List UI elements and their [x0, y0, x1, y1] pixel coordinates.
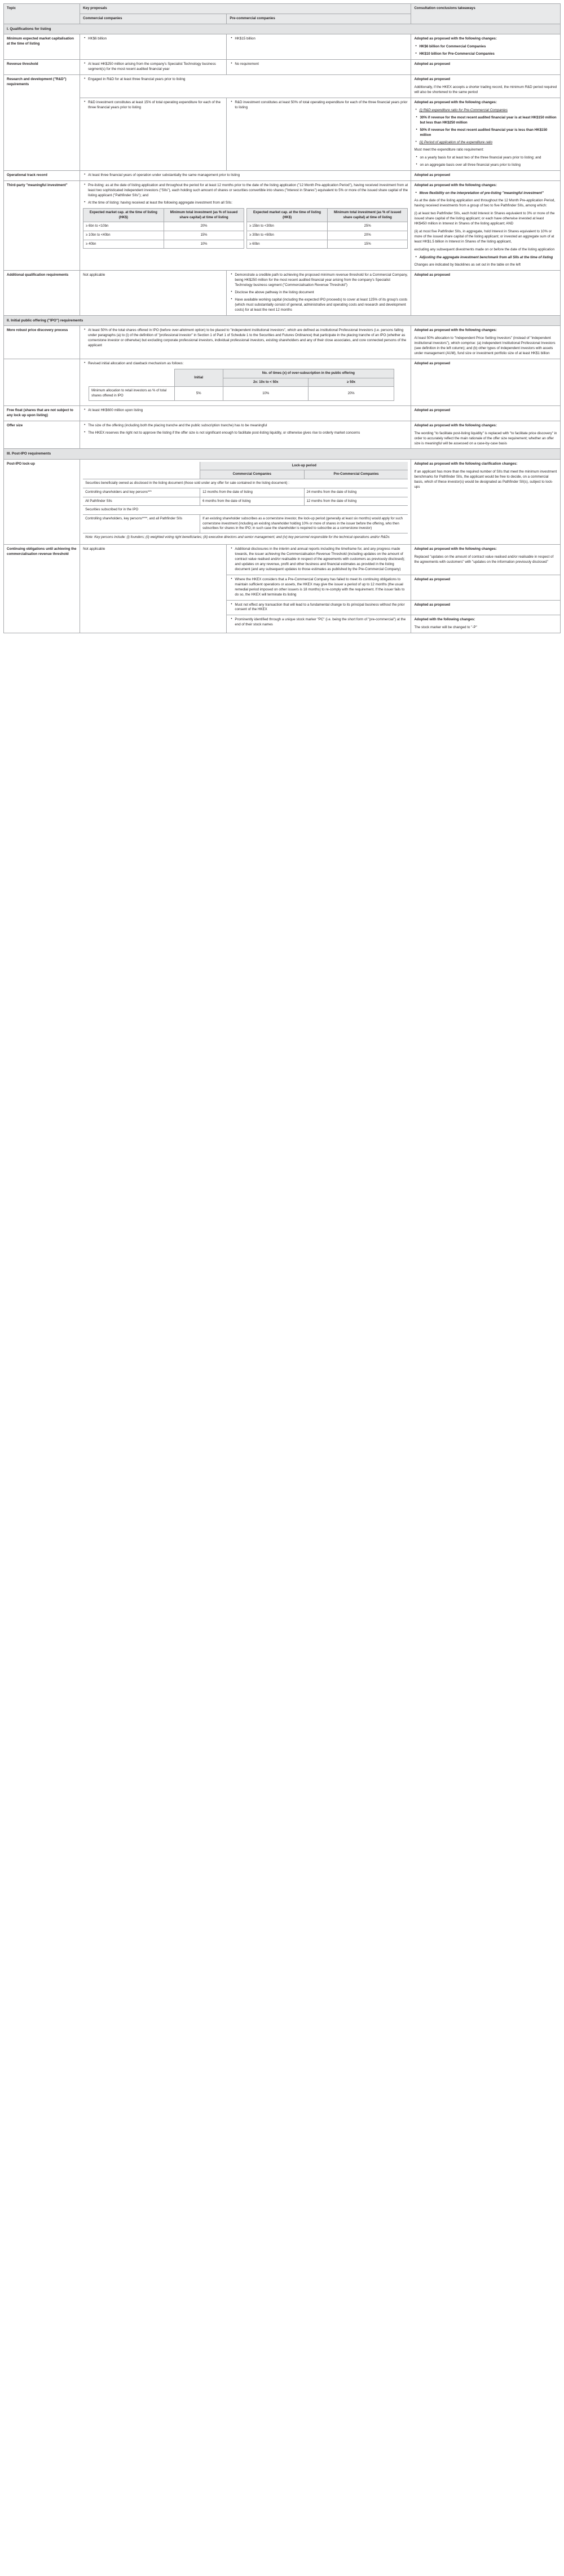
cell: 25%	[327, 222, 408, 231]
cell: 20%	[164, 222, 244, 231]
takeaway-p1: As at the date of the listing application and throughout the 12 Month Pre-application Period, having received investments from a group of two to five Pathfinder SIIs, among which:	[414, 198, 556, 208]
offer-size-proposal	[80, 421, 411, 449]
list-item: • At least HK$250 million arising from the company's Specialist Technology business segment(s) for the most recent audited financial year	[88, 62, 223, 72]
track-proposal	[80, 170, 411, 180]
lockup-takeaway	[411, 459, 561, 544]
list-item: • (i) R&D expenditure ratio for Pre-Commercial Companies	[419, 108, 557, 113]
section-2-label: II. Initial public offering ("IPO") requirements	[4, 315, 561, 325]
third-party-proposal	[80, 180, 411, 270]
inner-header: Expected market cap. at the time of listing (HK$)	[247, 208, 328, 222]
row-free-float	[4, 405, 561, 421]
topic-market-cap: Minimum expected market capitalisation at the time of listing	[4, 34, 80, 60]
clawback-table	[89, 369, 394, 401]
list-item: • Where the HKEX considers that a Pre-Commercial Company has failed to meet its continuing obligations to maintain sufficient operations or assets, the HKEX may give the issuer a period of up to 12 months (the usual remedial period imposed on other issuers is 18 months) to re-comply with the requirement. If the issuer fails to do so, the HKEX will terminate its listing	[235, 577, 408, 598]
blank-cell	[89, 369, 174, 386]
row-rnd-a	[4, 75, 561, 98]
inner-header: Minimum total investment (as % of issued share capital) at time of listing	[164, 208, 244, 222]
list-item: • HK$6 billion	[88, 37, 223, 42]
cell: ≥ 15bn to <30bn	[247, 222, 328, 231]
investment-table-pre-commercial	[246, 208, 408, 249]
investment-table-commercial	[83, 208, 244, 249]
clawback-sub-a: 2x: 10x to < 50x	[223, 378, 309, 387]
cell: 12 months from the date of listing	[304, 497, 408, 506]
cell: 6 months from the date of listing	[200, 497, 304, 506]
row-additional-qualification	[4, 270, 561, 315]
document-page	[0, 0, 564, 639]
topic-post-ipo-lockup: Post-IPO lock-up	[4, 459, 80, 544]
cell: ≥ 30bn to <60bn	[247, 231, 328, 240]
lockup-col-pre: Pre-Commercial Companies	[304, 470, 408, 479]
rnd-a-proposal	[80, 75, 411, 98]
list-item: • Move flexibility on the interpretation of pre-listing "meaningful investment"	[419, 191, 557, 196]
rnd-b-pre-commercial	[227, 98, 411, 171]
list-item: • Engaged in R&D for at least three financial years prior to listing	[88, 77, 408, 82]
inner-header: Minimum total investment (as % of issued share capital) at time of listing	[327, 208, 408, 222]
takeaway-head: Adopted as proposed with the following changes:	[414, 546, 497, 551]
row-offer-size	[4, 421, 561, 449]
rnd-b-takeaway	[411, 98, 561, 171]
cell: 15%	[164, 231, 244, 240]
offer-size-takeaway	[411, 421, 561, 449]
topic-clawback	[4, 359, 80, 405]
section-1-label: I. Qualifications for listing	[4, 24, 561, 34]
continuing-pre-2	[227, 575, 411, 600]
cell: ≥ 6bn to <10bn	[83, 222, 164, 231]
topic-free-float: Free float (shares that are not subject to any lock up upon listing)	[4, 405, 80, 421]
revenue-pre-commercial	[227, 60, 411, 75]
list-item: • At the time of listing: having received at least the following aggregate investment from all SIIs:	[88, 201, 408, 206]
list-item: • Prominently identified through a unique stock marker "PC" (i.e. being the short form of "pre-commercial") at the end of their stock names	[235, 617, 408, 628]
lockup-note: Note: Key persons include: (i) founders; (ii) weighted voting right beneficiaries; (iii) executive directors and senior management; and (iv) key personnel responsible for the technical operations and/or R&Ds	[83, 533, 408, 541]
investment-tables	[83, 206, 408, 251]
section-heading-post-ipo	[4, 449, 561, 459]
row-post-ipo-lockup	[4, 459, 561, 544]
cell: 20%	[327, 231, 408, 240]
list-item: • on an aggregate basis over all three financial years prior to listing	[420, 163, 557, 168]
lockup-col-commercial: Commercial Companies	[200, 470, 304, 479]
cell: ≥ 60bn	[247, 240, 328, 249]
clawback-proposal	[80, 359, 411, 405]
takeaway-head: Adopted as proposed	[414, 77, 451, 82]
topic-price-discovery: More robust price discovery process	[4, 325, 80, 359]
additional-takeaway: Adopted as proposed	[411, 270, 561, 315]
clawback-sub-b: ≥ 50x	[309, 378, 394, 387]
list-item: • HK$15 billion	[235, 37, 408, 42]
mktcap-pre-commercial	[227, 34, 411, 60]
list-item: • 50% if revenue for the most recent audited financial year is less than HK$150 million	[420, 128, 557, 138]
lockup-proposal	[80, 459, 411, 544]
lockup-sub-intro: Securities subscribed for in the IPO	[83, 506, 408, 515]
takeaway-body: The stock marker will be changed to "-P"	[414, 625, 477, 630]
topic-rnd: Research and development ("R&D") requirements	[4, 75, 80, 171]
section-heading-qualifications	[4, 24, 561, 34]
section-3-label: III. Post-IPO requirements	[4, 449, 561, 459]
list-item: • At least HK$600 million upon listing	[88, 408, 408, 413]
topic-continuing-obligations: Continuing obligations until achieving the commercialisation revenue threshold	[4, 544, 80, 633]
discovery-proposal	[80, 325, 411, 359]
list-item: • Revised initial allocation and clawback mechanism as follows:	[88, 361, 408, 367]
row-revenue-threshold	[4, 60, 561, 75]
cell: 24 months from the date of listing	[304, 488, 408, 497]
list-item: • R&D investment constitutes at least 50% of total operating expenditure for each of the three financial years prior to listing	[235, 100, 408, 111]
lockup-period-header: Lock-up period	[200, 462, 408, 470]
row-track-record	[4, 170, 561, 180]
takeaway-head: Adopted as proposed with the following changes:	[414, 37, 497, 41]
row-market-cap	[4, 34, 561, 60]
continuing-takeaway-4	[411, 615, 561, 633]
topic-additional: Additional qualification requirements	[4, 270, 80, 315]
lockup-row-label: All Pathfinder SIIs	[83, 497, 200, 506]
takeaway-body: The wording "to facilitate post-listing liquidity" is replaced with "to facilitate price discovery" in order to accurately reflect the main rationale of the offer size requirement; whether an offer size is meaningful will be assessed on a case-by-case basis	[414, 431, 557, 445]
revenue-commercial	[80, 60, 227, 75]
main-table	[3, 3, 561, 633]
list-item: • No requirement	[235, 62, 408, 67]
cell: 15%	[327, 240, 408, 249]
list-item: • Disclose the above pathway in the listing document	[235, 290, 408, 295]
clawback-takeaway: Adopted as proposed	[411, 359, 561, 405]
lockup-row-label: Controlling shareholders and key persons***	[83, 488, 200, 497]
takeaway-body: If an applicant has more than the required number of SIIs that meet the minimum investment benchmarks for Pathfinder SIIs, the applicant would be free to decide, on a commercial basis, which of these investor(s) would be designated as Pathfinder SII(s), subject to lock-ups	[414, 469, 557, 489]
cell: ≥ 40bn	[83, 240, 164, 249]
takeaway-item: (i) at least two Pathfinder SIIs, each hold Interest in Shares equivalent to 3% or more of the issued share capital of the listing applicant; or each have otherwise invested at least HK$450 million in Interest in Shares of the listing applicant; AND	[414, 211, 555, 226]
track-takeaway: Adopted as proposed	[411, 170, 561, 180]
takeaway-head: Adopted as proposed with the following clarification changes:	[414, 461, 518, 466]
cell: 10%	[223, 387, 309, 400]
row-third-party-investment	[4, 180, 561, 270]
list-item: • Demonstrate a credible path to achieving the proposed minimum revenue threshold for a Commercial Company, being HK$250 million for the most recent audited financial year arising from the company's Specialist Technology business segment ("Commercialisation Revenue Threshold")	[235, 273, 408, 288]
third-party-takeaway	[411, 180, 561, 270]
continuing-commercial: Not applicable	[80, 544, 227, 633]
cell: 10%	[164, 240, 244, 249]
takeaway-head: Adopted with the following changes:	[414, 617, 475, 622]
lockup-row2-body: If an existing shareholder subscribes as a cornerstone investor, the lock-up period (generally at least six months) would apply for such cornerstone investment (including an existing shareholder holding 10% or more of shares in the issuer before the offering, who then subscribes for shares in the IPO; in such case the shareholder is required to subscribe as a cornerstone investor)	[200, 514, 408, 533]
list-item: • HK$6 billion for Commercial Companies	[419, 45, 557, 50]
list-item: • HK$10 billion for Pre-Commercial Companies	[419, 52, 557, 57]
takeaway-body: Additionally, if the HKEX accepts a shorter trading record, the minimum R&D period required will also be shortened to the same period	[414, 85, 557, 95]
list-item: • Must not effect any transaction that will lead to a fundamental change to its principal business without the prior consent of the HKEX	[235, 603, 408, 613]
list-item: • At least 50% of the total shares offered in IPO (before over-allotment option) to be placed to "independent institutional investors", which are defined as institutional Professional Investors (i.e. persons falling under paragraphs (a) to (i) of the definition of "professional investor" in Section 1 of Part 1 of Schedule 1 to the Securities and Futures Ordinance) that participate in the placing tranche of an IPO (whether as cornerstone investor or otherwise) but excluding corporate professional investors, individual professional investors, existing shareholders and any of their close associates, and core connected persons of the applicant	[88, 328, 408, 349]
additional-pre-commercial	[227, 270, 411, 315]
discovery-takeaway	[411, 325, 561, 359]
clawback-col-oversub: No. of times (x) of over-subscription in the public offering	[223, 369, 394, 378]
clawback-row-label: Minimum allocation to retail investors as % of total shares offered in IPO	[89, 387, 174, 400]
list-item: • (ii) Period of application of the expenditure ratio	[419, 140, 557, 145]
free-float-proposal	[80, 405, 411, 421]
rnd-a-takeaway	[411, 75, 561, 98]
header-takeaways: Consultation conclusions takeaways	[411, 4, 561, 24]
revenue-takeaway: Adopted as proposed	[411, 60, 561, 75]
takeaway-head: Adopted as proposed with the following changes:	[414, 328, 497, 332]
list-item: • Have available working capital (including the expected IPO proceeds) to cover at least 125% of its group's costs (which must substantially consist of general, administrative and operating costs and research and development costs) for at least the next 12 months	[235, 298, 408, 313]
topic-revenue-threshold: Revenue threshold	[4, 60, 80, 75]
row-clawback	[4, 359, 561, 405]
mktcap-commercial	[80, 34, 227, 60]
header-pre-commercial: Pre-commercial companies	[227, 14, 411, 24]
list-item: • Adjusting the aggregate investment benchmark from all SIIs at the time of listing	[419, 255, 557, 261]
cell: 12 months from the date of listing	[200, 488, 304, 497]
takeaway-head: Adopted as proposed with the following changes:	[414, 100, 497, 105]
topic-track-record: Operational track record	[4, 170, 80, 180]
list-item: • The HKEX reserves the right not to approve the listing if the offer size is not significant enough to facilitate post-listing liquidity, or otherwise gives rise to orderly market concerns	[88, 431, 408, 436]
continuing-takeaway-1	[411, 544, 561, 575]
section-heading-ipo	[4, 315, 561, 325]
additional-commercial: Not applicable	[80, 270, 227, 315]
list-item: • At least three financial years of operation under substantially the same management prior to listing	[88, 173, 408, 178]
list-item: • 30% if revenue for the most recent audited financial year is at least HK$150 million but less than HK$250 million	[420, 116, 557, 126]
mktcap-takeaway	[411, 34, 561, 60]
row-rnd-b	[4, 98, 561, 171]
takeaway-tail: excluding any subsequent divestments made on or before the date of the listing application	[414, 247, 555, 252]
list-item: • on a yearly basis for at least two of the three financial years prior to listing; and	[420, 156, 557, 161]
free-float-takeaway: Adopted as proposed	[411, 405, 561, 421]
header-commercial: Commercial companies	[80, 14, 227, 24]
continuing-takeaway-2: Adopted as proposed	[411, 575, 561, 600]
continuing-pre-1	[227, 544, 411, 575]
list-item: • Additional disclosures in the interim and annual reports including the timeframe for, and any progress made towards, the issuer achieving the Commercialisation Revenue Threshold (including updates on the amount of contract value realised and/or realisable in respect of the agreements with customers as previously disclosed); and updates on any revenue, profit and other business and financial estimates as provided in the listing document (and any subsequent updates to those estimates as published by the Pre-Commercial Company)	[235, 547, 408, 572]
topic-offer-size: Offer size	[4, 421, 80, 449]
rnd-b-commercial	[80, 98, 227, 171]
list-item: • R&D investment constitutes at least 15% of total operating expenditure for each of the three financial years prior to listing	[88, 100, 223, 111]
takeaway-head: Adopted as proposed with the following changes:	[414, 183, 497, 187]
takeaway-item: (ii) at most five Pathfinder SIIs, in aggregate, hold Interest in Shares equivalent to 10% or more of the issued share capital of the listing applicant; or invested an aggregate sum of at least HK$1.5 billion in Interest in Shares of the listing applicant,	[414, 229, 554, 244]
topic-third-party: Third-party "meaningful investment"	[4, 180, 80, 270]
table-header-row	[4, 4, 561, 14]
list-item: • Pre-listing: as at the date of listing application and throughout the period for at least 12 months prior to the date of the listing application ("12 Month Pre-application Period"), having received investment from at least two sophisticated independent investors ("SIIs"), each holding such amount of shares or securities convertible into shares ("Interest in Shares") equivalent to 5% or more of the issued share capital of the listing applicant ("Pathfinder SIIs"); and	[88, 183, 408, 199]
lockup-intro: Securities beneficially owned as disclosed in the listing document (those sold under any offer for sale contained in the listing document) :	[83, 479, 408, 488]
row-continuing-obligations-1	[4, 544, 561, 575]
inner-header: Expected market cap. at the time of listing (HK$)	[83, 208, 164, 222]
header-key-proposals: Key proposals	[80, 4, 411, 14]
cell: 20%	[309, 387, 394, 400]
cell: 5%	[174, 387, 223, 400]
takeaway-must: Must meet the expenditure ratio requirement:	[414, 148, 484, 152]
takeaway-tail2: Changes are indicated by blacklines as set out in the table on the left	[414, 262, 521, 267]
lockup-table	[83, 462, 408, 542]
takeaway-body: Replaced "updates on the amount of contract value realised and/or realisable in respect of the agreements with customers" with "updates on the information previously disclosed"	[414, 554, 554, 564]
takeaway-head: Adopted as proposed with the following changes:	[414, 423, 497, 427]
row-price-discovery	[4, 325, 561, 359]
continuing-pre-4	[227, 615, 411, 633]
cell: ≥ 10bn to <40bn	[83, 231, 164, 240]
header-topic: Topic	[4, 4, 80, 24]
continuing-takeaway-3: Adopted as proposed	[411, 600, 561, 615]
blank-cell	[83, 462, 200, 479]
continuing-pre-3	[227, 600, 411, 615]
clawback-col-initial: Initial	[174, 369, 223, 386]
list-item: • The size of the offering (including both the placing tranche and the public subscription tranche) has to be meaningful	[88, 424, 408, 429]
lockup-row2-label: Controlling shareholders, key persons****, and all Pathfinder SIIs	[83, 514, 200, 533]
takeaway-body: At least 50% allocation to "Independent Price Setting Investors" (instead of "independent institutional investors"), which comprise: (a) independent Institutional Professional Investors (see definition in the left column); and (b) other types of independent investors with assets under management (AUM), fund size or investment portfolio size of at least HK$1 billion	[414, 336, 556, 355]
